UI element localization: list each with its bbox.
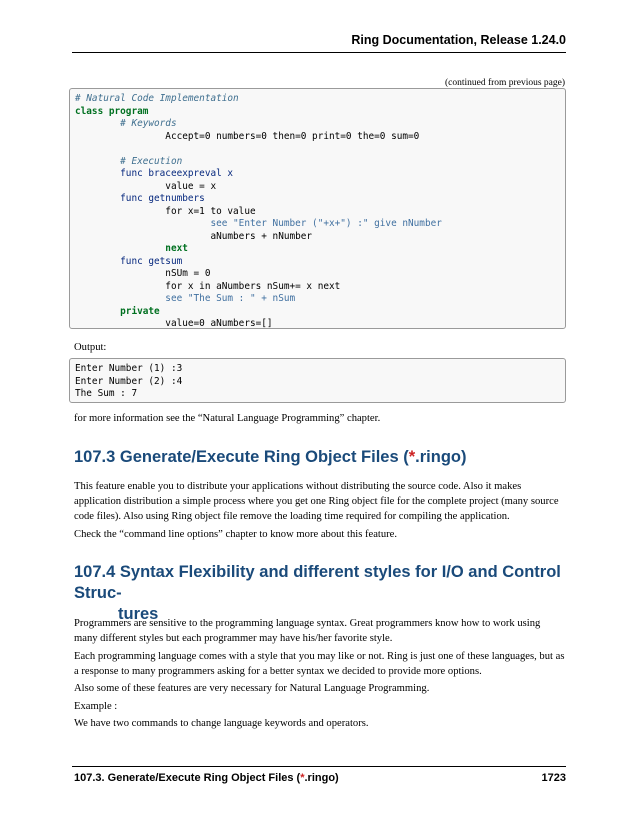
page-number: 1723	[541, 772, 566, 784]
code-line: for x in aNumbers nSum+= x next	[75, 280, 341, 292]
code-line: func getnumbers	[75, 193, 205, 204]
section-title-part: Generate/Execute Ring Object Files (	[119, 448, 409, 466]
section-number: 107.3	[74, 448, 116, 466]
footer-title-star: *	[300, 772, 305, 784]
paragraph-107-4-3: Also some of these features are very necessary for Natural Language Programming.	[74, 683, 430, 694]
code-line: func getsum	[75, 255, 183, 267]
section-heading-107-3[interactable]	[74, 447, 566, 468]
paragraph-107-4-2: Each programming language comes with a style that you may like or not. Ring is just one of these languages, but as a response to many programmers asking for a better syntax we decided to provide more options.	[74, 651, 565, 677]
code-line: see "Enter Number ("+x+") :" give nNumber	[75, 218, 442, 229]
code-block-output[interactable]	[69, 358, 566, 403]
code-block-2-text	[75, 363, 560, 401]
paragraph-107-4-5: We have two commands to change language keywords and operators.	[74, 718, 369, 729]
section-title-star: *	[408, 448, 416, 466]
paragraph-more-info: for more information see the “Natural Language Programming” chapter.	[74, 413, 381, 424]
section-title-part: .ringo)	[415, 448, 467, 466]
output-label: Output:	[74, 342, 107, 353]
running-header-title: Ring Documentation, Release 1.24.0	[351, 33, 566, 47]
footer-title-part: .ringo)	[304, 772, 339, 784]
section-title-part: Syntax Flexibility and different styles for I/O and Control Struc-	[74, 563, 561, 602]
paragraph-107-4-4: Example :	[74, 701, 118, 712]
code-line: value = x	[75, 180, 217, 192]
code-line: aNumbers + nNumber	[75, 230, 313, 242]
continued-note: (continued from previous page)	[444, 78, 565, 88]
code-line: Enter Number (1) :3	[75, 363, 183, 374]
code-line: nSUm = 0	[75, 268, 211, 279]
code-line: for x=1 to value	[75, 205, 256, 217]
code-line: func braceexpreval x	[75, 168, 234, 179]
code-line: Accept=0 numbers=0 then=0 print=0 the=0 sum=0	[75, 130, 420, 142]
code-line: class program	[75, 105, 149, 117]
code-line: private	[75, 305, 160, 317]
section-title-line-1	[74, 562, 566, 604]
footer-title-part: 107.3. Generate/Execute Ring Object Files (	[74, 772, 301, 784]
footer-section-title	[74, 772, 339, 784]
footer-rule	[72, 766, 566, 767]
code-line: # Execution	[75, 155, 183, 167]
code-line: # Keywords	[75, 118, 177, 129]
code-line: # Natural Code Implementation	[75, 93, 239, 104]
code-line: next	[75, 243, 188, 254]
code-line: value=0 aNumbers=[]	[75, 318, 273, 329]
header-rule	[72, 52, 566, 53]
code-block-natural-implementation[interactable]	[69, 88, 566, 329]
code-block-1-text	[75, 93, 560, 331]
paragraph-107-3-1: This feature enable you to distribute your applications without distributing the source code. Also it makes application distribution a simple process where you get one Ring object file for the complete project (many source code files). Also using Ring object file remove the loading time required for compiling the application.	[74, 481, 559, 522]
paragraph-107-4-1: Programmers are sensitive to the programming language syntax. Great programmers know how to work using many different styles but each programmer may have his/her favorite style.	[74, 618, 541, 644]
code-line: The Sum : 7	[75, 388, 138, 399]
section-title-line-2: tures	[118, 605, 159, 623]
code-line: Enter Number (2) :4	[75, 375, 183, 387]
paragraph-107-3-2: Check the “command line options” chapter to know more about this feature.	[74, 529, 398, 540]
section-number: 107.4	[74, 563, 116, 581]
code-line: see "The Sum : " + nSum	[75, 293, 296, 304]
